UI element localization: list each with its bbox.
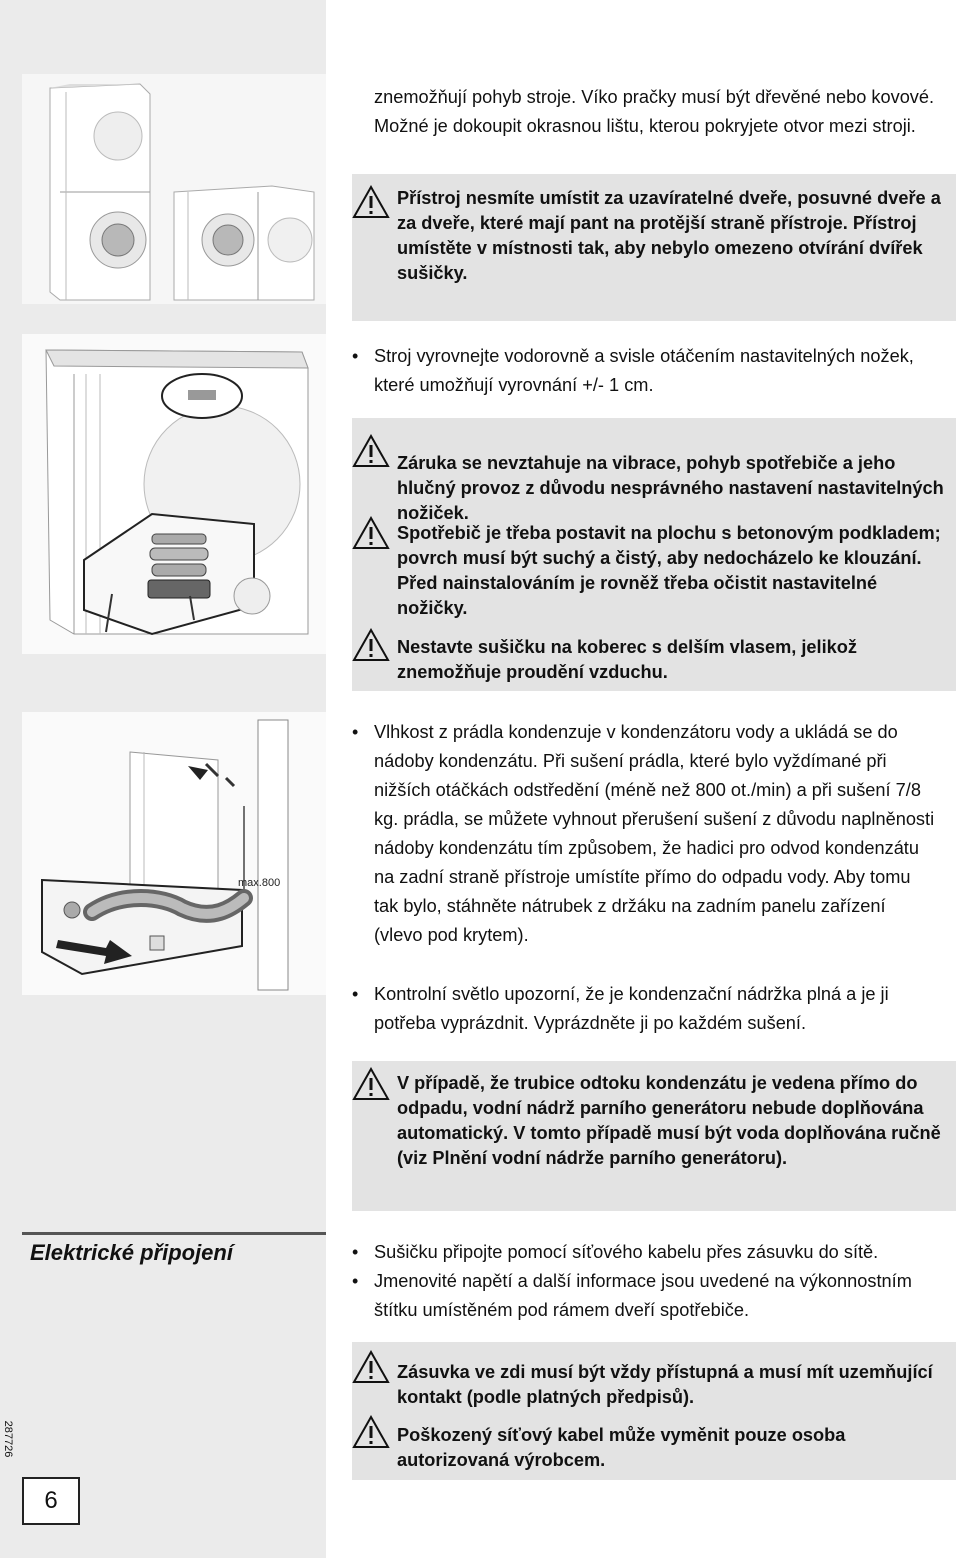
leveling-instruction: Stroj vyrovnejte vodorovně a svisle otáčením nastavitelných nožek, které umožňují vyrovnání +/- 1 cm. xyxy=(374,346,914,395)
condensate-indicator-text: Kontrolní světlo upozorní, že je kondenzační nádržka plná a je ji potřeba vyprázdnit. Vyprázdněte ji po každém sušení. xyxy=(374,984,889,1033)
warning-text: Poškozený síťový kabel může vyměnit pouze osoba autorizovaná výrobcem. xyxy=(397,1425,846,1470)
warning-box-feet xyxy=(352,418,956,691)
condensate-paragraph: Vlhkost z prádla kondenzuje v kondenzátoru vody a ukládá se do nádoby kondenzátu. Při sušení prádla, které bylo vyždímané při nižších otáčkách odstředění (méně než 800 ot./min) a při sušení 7/8 kg. prádla, se můžete vyhnout přerušení sušení z důvodu naplněnosti nádoby kondenzátu tím způsobem, že hadici pro odvod kondenzátu na zadní straně přístroje umístíte přímo do odpadu vody. Aby tomu tak bylo, stáhněte nátrubek z držáku na zadním panelu zařízení (vlevo pod krytem). xyxy=(374,722,935,945)
leveling-feet-illustration xyxy=(22,334,326,654)
bullet-marker: • xyxy=(352,984,359,1004)
bullet-marker: • xyxy=(352,346,359,366)
warning-triangle-icon xyxy=(352,434,390,468)
section-title-electrical: Elektrické připojení xyxy=(30,1240,233,1265)
warning-box-doors xyxy=(352,174,956,321)
electrical-rating-info: Jmenovité napětí a další informace jsou uvedené na výkonnostním štítku umístěném pod rámem dveří spotřebiče. xyxy=(374,1271,912,1320)
warning-triangle-icon xyxy=(352,516,390,550)
electrical-instruction: Sušičku připojte pomocí síťového kabelu přes zásuvku do sítě. xyxy=(374,1242,879,1262)
max-height-label: max.800 xyxy=(238,877,281,889)
bullet-marker: • xyxy=(352,1242,359,1262)
top-continuation-text: znemožňují pohyb stroje. Víko pračky musí být dřevěné nebo kovové. Možné je dokoupit okrasnou lištu, kterou pokryjete otvor mezi stroji. xyxy=(374,87,935,136)
section-divider xyxy=(22,1232,326,1235)
warning-triangle-icon xyxy=(352,1350,390,1384)
warning-text: Spotřebič je třeba postavit na plochu s betonovým podkladem; povrch musí být suchý a čistý, aby nedocházelo ke klouzání. Před nainstalováním je rovněž třeba očistit nastavitelné nožičky. xyxy=(397,523,941,618)
bullet-marker: • xyxy=(352,1271,359,1291)
bullet-marker: • xyxy=(352,722,359,742)
stacked-machines-illustration xyxy=(22,74,326,304)
warning-triangle-icon xyxy=(352,628,390,662)
warning-triangle-icon xyxy=(352,1415,390,1449)
page-number: 6 xyxy=(22,1477,80,1525)
warning-box-steam-generator xyxy=(352,1061,956,1211)
warning-text: Záruka se nevztahuje na vibrace, pohyb spotřebiče a jeho hlučný provoz z důvodu nesprávného nastavení nastavitelných nožiček. xyxy=(397,453,944,523)
condensate-drain-illustration xyxy=(22,712,326,995)
warning-triangle-icon xyxy=(352,185,390,219)
warning-triangle-icon xyxy=(352,1067,390,1101)
warning-text: Přístroj nesmíte umístit za uzavíratelné dveře, posuvné dveře a za dveře, které mají pant na protější straně přístroje. Přístroj umístěte v místnosti tak, aby nebylo omezeno otvírání dvířek sušičky. xyxy=(397,188,941,283)
warning-text: Nestavte sušičku na koberec s delším vlasem, jelikož znemožňuje proudění vzduchu. xyxy=(397,637,857,682)
warning-box-electrical xyxy=(352,1342,956,1480)
document-code: 287726 xyxy=(2,1420,14,1458)
warning-text: V případě, že trubice odtoku kondenzátu je vedena přímo do odpadu, vodní nádrž parního generátoru nebude doplňována automatický. V tomto případě musí být voda doplňována ručně (viz Plnění vodní nádrže parního generátoru). xyxy=(397,1073,941,1168)
warning-text: Zásuvka ve zdi musí být vždy přístupná a musí mít uzemňující kontakt (podle platných předpisů). xyxy=(397,1362,933,1407)
